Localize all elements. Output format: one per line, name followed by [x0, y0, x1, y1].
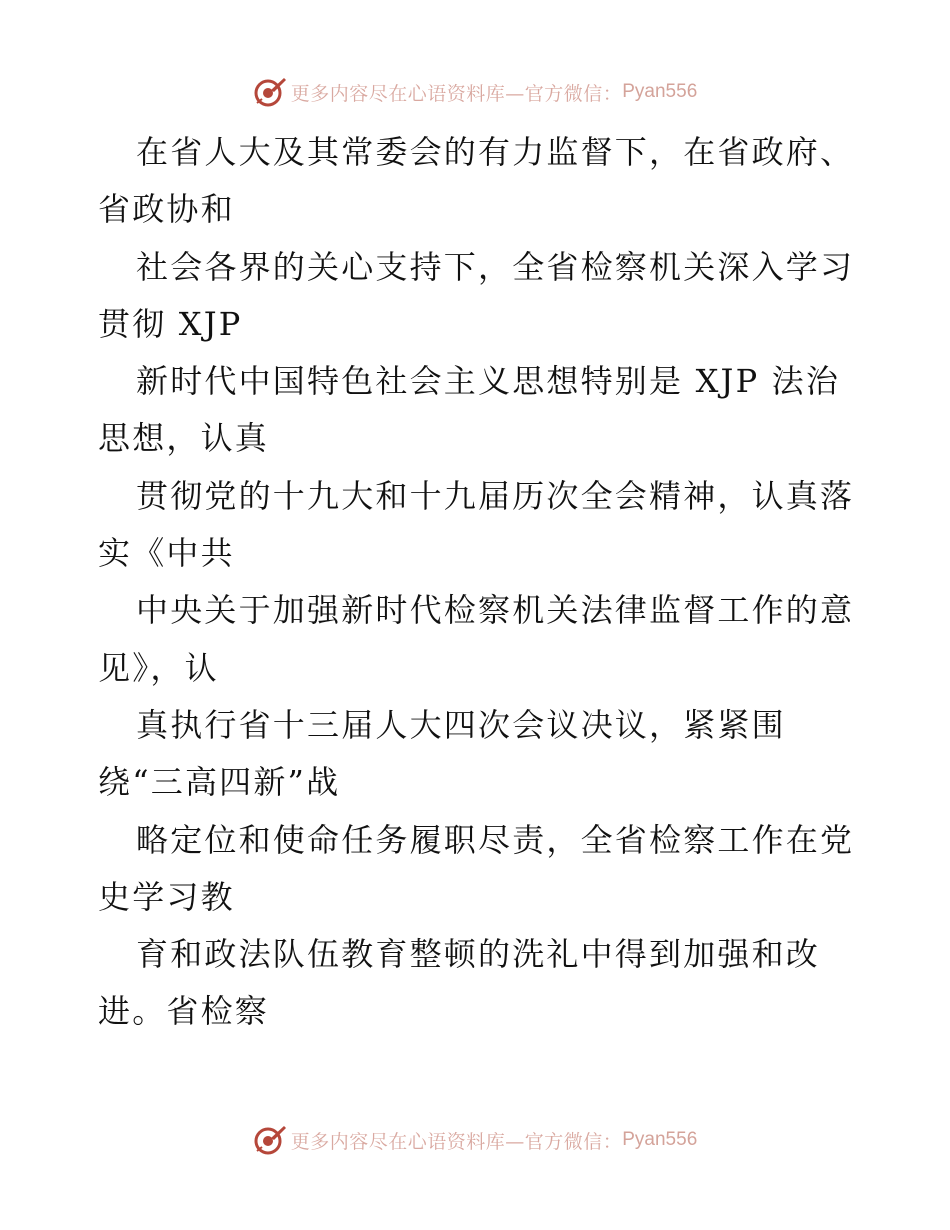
paragraph-line: 中央关于加强新时代检察机关法律监督工作的意 [136, 591, 855, 630]
paragraph-line: 贯彻 XJP [98, 304, 243, 343]
watermark-text: 更多内容尽在心语资料库—官方微信： [290, 1130, 623, 1153]
pen-logo-icon [253, 75, 287, 109]
paragraph-line: 史学习教 [98, 877, 235, 916]
watermark-account: Pyan556 [622, 1129, 698, 1150]
paragraph-line: 在省人大及其常委会的有力监督下，在省政府、 [136, 133, 855, 171]
paragraph [98, 468, 858, 583]
paragraph [98, 239, 858, 354]
paragraph [98, 582, 858, 697]
watermark-footer [0, 1120, 950, 1160]
paragraph-line: 社会各界的关心支持下，全省检察机关深入学习 [136, 247, 855, 286]
paragraph [98, 124, 858, 239]
paragraph-line: 思想，认真 [98, 419, 270, 458]
paragraph-line: 实《中共 [98, 534, 235, 573]
watermark-account: Pyan556 [622, 81, 698, 102]
paragraph [98, 353, 858, 468]
paragraph-line: 育和政法队伍教育整顿的洗礼中得到加强和改 [136, 935, 821, 974]
paragraph-line: 进。省检察 [98, 992, 270, 1031]
pen-logo-icon [253, 1123, 287, 1157]
watermark-header [0, 72, 950, 112]
body-text [98, 124, 858, 1041]
paragraph-line: 绕“三高四新”战 [98, 763, 341, 802]
paragraph-line: 新时代中国特色社会主义思想特别是 XJP 法治 [136, 362, 841, 401]
paragraph-line: 见》，认 [98, 648, 219, 687]
paragraph-line: 真执行省十三届人大四次会议决议，紧紧围 [136, 705, 786, 744]
paragraph-line: 贯彻党的十九大和十九届历次全会精神，认真落 [136, 476, 855, 515]
paragraph-line: 省政协和 [98, 190, 235, 229]
paragraph-line: 略定位和使命任务履职尽责，全省检察工作在党 [136, 820, 855, 859]
paragraph [98, 926, 858, 1041]
paragraph [98, 812, 858, 927]
paragraph [98, 697, 858, 812]
watermark-text: 更多内容尽在心语资料库—官方微信： [290, 82, 623, 105]
